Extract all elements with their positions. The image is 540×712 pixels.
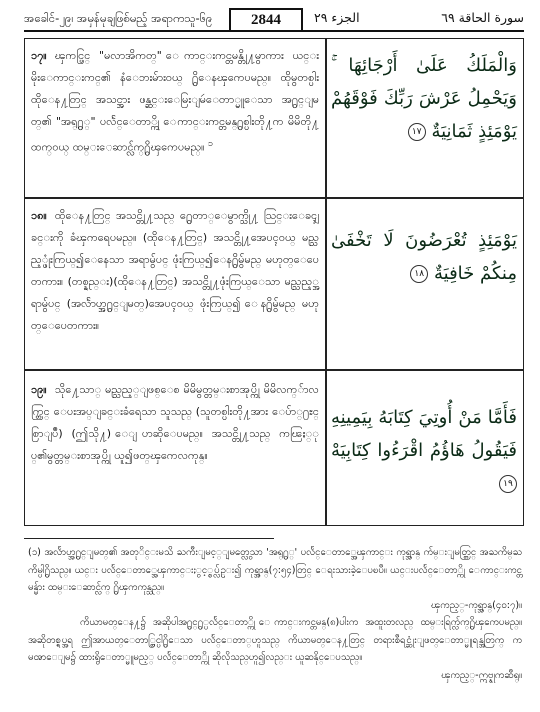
page-number: 2844 (229, 8, 303, 32)
surah-label: سورة الحاقة ٦٩ (441, 10, 524, 25)
verse-translation-17 (31, 45, 319, 159)
footnote-2-citation: ၾကည့္-ဣဗ္နုကဆီရ္။ (441, 669, 522, 681)
page-header (24, 8, 524, 32)
juz-label: الجزء ٢٩ (314, 10, 360, 25)
footnote-1: (၁) အလႅာဟ္အ႐ွင္ျမတ္၏ အတုိင္းမသိ ႀကီးျမင့္ျမတ္လွေသာ 'အရ္႐ွ္' ပလႅင္ေတာ္အေၾကာင္း ကုရ္အာန္ က်မ္းျမတ္တြင္ အႀကိမ္ႀကိမ္ပါ႐ွိသည္။ ယင္း ပလႅင္ေတာ္အေၾကာင္းႏွင့္စပ္လ်ဥ္း၍ ကုရ္အာန္(၇:၅၄)တြင္ ေရးသားခဲ့ေပၿပီ။ ယင္းပလႅင္ေတာ္ကို ေကာင္းကင္တမန္မ်ား ထမ္းေဆာင္လ်က္ ႐ွိၾကကုန္သည္။ (28, 547, 522, 593)
arabic-verse-19 (331, 401, 517, 500)
footnote-2: ကိယာမတ္ေန႔၌ အဆိုပါအ႐ွင္႐ွ္ပလႅင္ေတာ္ကို ေကာင္းကင္တမန္(၈)ပါးက အထူးတလည္ ထမ္းရြက္လ်က္႐ွိၾကေပမည္။ အဆိုတစ္ရပ္အရ ဤအာယတ္ေတာ္တြင္ပါ႐ွိေသာ ပလႅင္ေတာ္ဟူသည္ ကိယာမတ္ေန႔တြင္ တရားစီရင္ဆုံးျဖတ္ေတာ္မူရန္အတြက္ ကမၻာေျမ၌ ထားရွိေတာ္မူမည့္ ပလႅင္ေတာ္ကို ဆိုလိုသည္ဟူ၍လည္း ယူဆနိုင္ေပသည္။ (28, 617, 522, 663)
arabic-verse-18 (331, 224, 517, 290)
arabic-verse-17 (331, 49, 517, 148)
verse-text: သို႔ေသာ္ မည္သည့္ျဖစ္ေစ မိမိမွတ္တမ္းစာအုပ္ကို မိမိလက္်ာလက္တြင္ ေပးအပ္ျခင္းခံရေသာ သူသည္ (သူတစ္ပါးတို႔အား ေပ်ာ္႐ႊင္စြာျပဳ) (ဤသို႔) ေျပာဆိုေပမည္။ အသင္တို႔သည္ ကၽြႏ္ုပ္၏မွတ္တမ္းစာအုပ္ကို ယူ၍ဖတ္ၾကေလကုန္။ (31, 383, 319, 462)
verse-number: ၁၉။ (31, 383, 47, 396)
footnote-separator (24, 538, 274, 539)
arabic-text: يَوْمَئِذٍ تُعْرَضُونَ لَا تَخْفَىٰ مِنكُمْ خَافِيَةٌ (331, 230, 517, 284)
footnotes (28, 544, 522, 684)
verse-table (24, 38, 524, 526)
ayah-end-marker: ١٨ (410, 265, 428, 283)
verse-text: ၾကင္ပြင္ "မလာအိကတ္" ေကာင္းကင္တမန္တို႔မွာကား ယင္းမိုးေကာင္းကင္၏ နံေဘးမ်ား၀ယ္ ႐ွိေနၾကေပမည္။ ထိုမွတစ္ပါး ထိုေန႔တြင္ အသင္အား ဖန္ဆင္းေမြးျမဴေတာ္မူေသာ အ႐ွင္ျမတ္၏ "အရ္႐ွ္" ပလႅင္ေတာ္ကို ေကာင္းကင္တမန္႐ွစ္ပါးတို႔က မိမိတို႔ ထက္၀ယ္ ထမ္းေဆာင္လ်က္႐ွိၾကေပမည္။ (31, 49, 319, 154)
page (24, 8, 524, 698)
row-divider (25, 197, 523, 199)
ayah-end-marker: ١٧ (408, 123, 426, 141)
verse-number: ၁၈။ (31, 209, 47, 222)
header-chapter-title: အခေါင်-၂၉၊ အမှန်မုချဖြစ်မည့် အရာကသူ-၆၉ (24, 11, 213, 25)
footnote-1-citation: ၾကည့္-ကုရ္အာန္(၄၀:၇)။ (430, 599, 522, 611)
arabic-text: وَالْمَلَكُ عَلَىٰ أَرْجَائِهَا ۚ وَيَحْمِلُ عَرْشَ رَبِّكَ فَوْقَهُمْ يَوْمَئِذٍ ثَمَانِيَةٌ (331, 55, 517, 142)
verse-number: ၁၇။ (31, 49, 47, 62)
verse-text: ထိုေန႔တြင္ အသင္တို႔သည္ ႐ွေတာ္ေမွာက္သို႔ သြင္းေခၚျခင္းကို ခံၾကရေပမည္။ (ထိုေန႔တြင္) အသင္တို႔အေပၚ၀ယ္ မည္သည့္ဖုံးကြယ္၍ေနေသာ အရာမွ်ပင္ ဖုံးကြယ္၍ေန႐ွိမွ်မည္ မဟုတ္ေပေတကား။ (တစ္နည္း)(ထိုေန႔တြင္) အသင္တို႔ဖုံးကြယ္ေသာ မည္သည့္အရာမွ်ပင္ (အလႅာဟ္အ႐ွင္ျမတ္)အေပၚ၀ယ္ ဖုံးကြယ္၍ ေန႐ွိမွ်မည္ မဟုတ္ေပေတကား။ (31, 209, 319, 332)
ayah-end-marker: ١٩ (499, 475, 517, 493)
row-divider (25, 369, 523, 371)
footnote-marker: ၁ (208, 138, 214, 149)
column-divider (325, 39, 327, 525)
arabic-text: فَأَمَّا مَنْ أُوتِيَ كِتَابَهُ بِيَمِينِهِ فَيَقُولُ هَاؤُمُ اقْرَءُوا كِتَابِيَهْ (331, 407, 517, 461)
verse-translation-18 (31, 205, 319, 337)
verse-translation-19 (31, 379, 319, 467)
